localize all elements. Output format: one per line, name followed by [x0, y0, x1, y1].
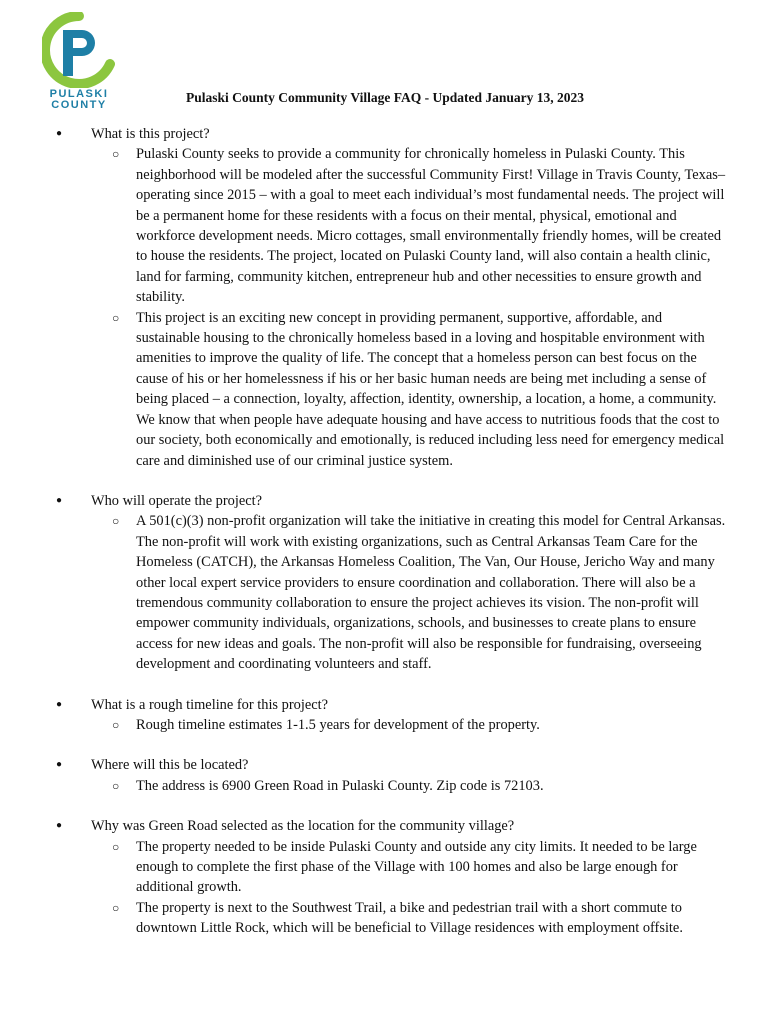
faq-question [0, 755, 770, 775]
faq-item [0, 755, 770, 796]
faq-list [0, 124, 770, 959]
faq-answer [0, 715, 770, 735]
faq-item [0, 124, 770, 471]
faq-item [0, 491, 770, 675]
faq-answer-text: This project is an exciting new concept in providing permanent, supportive, affordable, and sustainable housing to the chronically homeless based in a loving and hospitable environment with amenities to improve the quality of life. The concept that a homeless person can best focus on the cause of his or her homelessness if his or her basic human needs are being met including a sense of being placed – a connection, loyalty, affection, identity, ownership, a location, a home, a community. We know that when people have adequate housing and have access to nutritious foods that the cost to our society, both economically and emotionally, is reduced including less need for emergency medical care and diminished use of our criminal justice system. [136, 309, 725, 469]
faq-question-text: Where will this be located? [91, 757, 249, 774]
faq-answer-text: A 501(c)(3) non-profit organization will take the initiative in creating this model for Central Arkansas. The non-profit will work with existing organizations, such as Central Arkansas Team Care for the Homeless (CATCH), the Arkansas Homeless Coalition, The Van, Our House, Jericho Way and many other local expert service providers to ensure coordination and collaboration. There will also be a tremendous community collaboration to ensure the project achieves its vision. The non-profit will empower community individuals, organizations, schools, and businesses to create plans to ensure access for new ideas and goals. The non-profit will also be responsible for fundraising, overseeing development and coordinating volunteers and staff. [136, 513, 726, 673]
sub-bullet-icon: ○ [112, 514, 120, 529]
faq-answer [0, 898, 770, 939]
faq-answer-text: The address is 6900 Green Road in Pulaski County. Zip code is 72103. [136, 777, 544, 794]
faq-answer [0, 308, 770, 471]
faq-question-text: What is this project? [91, 126, 210, 142]
faq-answer [0, 837, 770, 898]
sub-bullet-icon: ○ [112, 900, 120, 915]
logo-mark-icon [42, 12, 116, 88]
faq-answer-text: Rough timeline estimates 1-1.5 years for development of the property. [136, 716, 540, 733]
sub-bullet-icon: ○ [112, 310, 120, 325]
faq-answer-text: Pulaski County seeks to provide a community for chronically homeless in Pulaski County. This neighborhood will be modeled after the successful Community First! Village in Travis County, Texas–operating since 2015 – with a goal to meet each individual’s most fundamental needs. The project will be a permanent home for these residents with a focus on their mental, physical, emotional and workforce development needs. Micro cottages, small environmentally friendly homes, will be created to house the residents. The project, located on Pulaski County land, will also contain a health clinic, land for farming, community kitchen, entrepreneur hub and other necessities to ensure growth and stability. [136, 146, 726, 306]
faq-item [0, 695, 770, 736]
faq-question-text: Who will operate the project? [91, 492, 263, 509]
faq-question [0, 816, 770, 836]
faq-answer [0, 144, 770, 307]
faq-question [0, 124, 770, 144]
faq-answer [0, 776, 770, 796]
faq-question [0, 491, 770, 511]
faq-answer-text: The property is next to the Southwest Trail, a bike and pedestrian trail with a short commute to downtown Little Rock, which will be beneficial to Village residences with employment offsite. [136, 899, 683, 937]
bullet-icon: ● [56, 494, 63, 506]
faq-question-text: Why was Green Road selected as the location for the community village? [91, 818, 515, 835]
bullet-icon: ● [56, 128, 63, 139]
logo-text-line2: COUNTY [51, 99, 107, 111]
sub-bullet-icon: ○ [112, 839, 120, 854]
bullet-icon: ● [56, 698, 63, 710]
page-title: Pulaski County Community Village FAQ - Updated January 13, 2023 [185, 90, 585, 105]
faq-question-text: What is a rough timeline for this project? [91, 696, 328, 713]
logo-text-line1: PULASKI [49, 88, 109, 100]
faq-answer-text: The property needed to be inside Pulaski County and outside any city limits. It needed to be large enough to complete the first phase of the Village with 100 homes and also be large enough for additional growth. [136, 838, 697, 896]
bullet-icon: ● [56, 820, 63, 832]
sub-bullet-icon: ○ [112, 147, 120, 162]
faq-question [0, 695, 770, 715]
sub-bullet-icon: ○ [112, 778, 120, 793]
faq-item [0, 816, 770, 938]
faq-answer [0, 511, 770, 674]
bullet-icon: ● [56, 759, 63, 771]
sub-bullet-icon: ○ [112, 717, 120, 732]
